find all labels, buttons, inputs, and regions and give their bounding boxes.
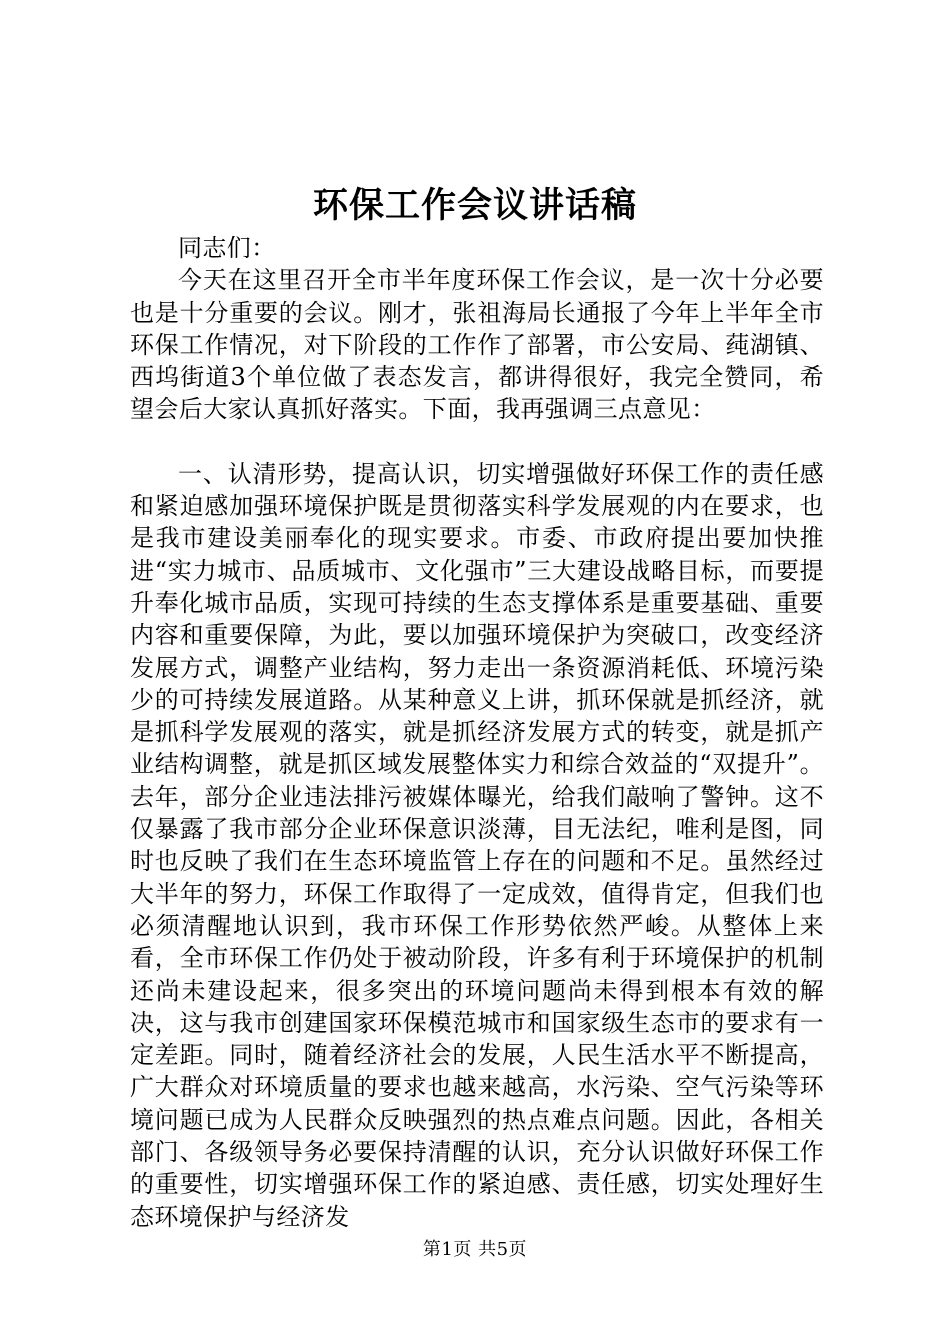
document-title: 环保工作会议讲话稿: [312, 185, 637, 226]
page-number: 第1页 共5页: [422, 1239, 528, 1260]
paragraph-section-one: 一、认清形势，提高认识，切实增强做好环保工作的责任感和紧迫感加强环境保护既是贯彻落实科学发展观的内在要求，也是我市建设美丽奉化的现实要求。市委、市政府提出要加快推进“实力城市、品质城市、文化强市”三大建设战略目标，而要提升奉化城市品质，实现可持续的生态支撑体系是重要基础、重要内容和重要保障，为此，要以加强环境保护为突破口，改变经济发展方式，调整产业结构，努力走出一条资源消耗低、环境污染少的可持续发展道路。从某种意义上讲，抓环保就是抓经济，就是抓科学发展观的落实，就是抓经济发展方式的转变，就是抓产业结构调整，就是抓区域发展整体实力和综合效益的“双提升”。去年，部分企业违法排污被媒体曝光，给我们敲响了警钟。这不仅暴露了我市部分企业环保意识淡薄，目无法纪，唯利是图，同时也反映了我们在生态环境监管上存在的问题和不足。虽然经过大半年的努力，环保工作取得了一定成效，值得肯定，但我们也必须清醒地认识到，我市环保工作形势依然严峻。从整体上来看，全市环保工作仍处于被动阶段，许多有利于环境保护的机制还尚未建设起来，很多突出的环境问题尚未得到根本有效的解决，这与我市创建国家环保模范城市和国家级生态市的要求有一定差距。同时，随着经济社会的发展，人民生活水平不断提高，广大群众对环境质量的要求也越来越高，水污染、空气污染等环境问题已成为人民群众反映强烈的热点难点问题。因此，各相关部门、各级领导务必要保持清醒的认识，充分认识做好环保工作的重要性，切实增强环保工作的紧迫感、责任感，切实处理好生态环境保护与经济发: [130, 459, 824, 1231]
salutation: 同志们：: [178, 234, 276, 262]
paragraph-intro: 今天在这里召开全市半年度环保工作会议，是一次十分必要也是十分重要的会议。刚才，张祖海局长通报了今年上半年全市环保工作情况，对下阶段的工作作了部署，市公安局、莼湖镇、西坞街道3个单位做了表态发言，都讲得很好，我完全赞同，希望会后大家认真抓好落实。下面，我再强调三点意见：: [130, 266, 824, 424]
document-body: [130, 232, 824, 1233]
